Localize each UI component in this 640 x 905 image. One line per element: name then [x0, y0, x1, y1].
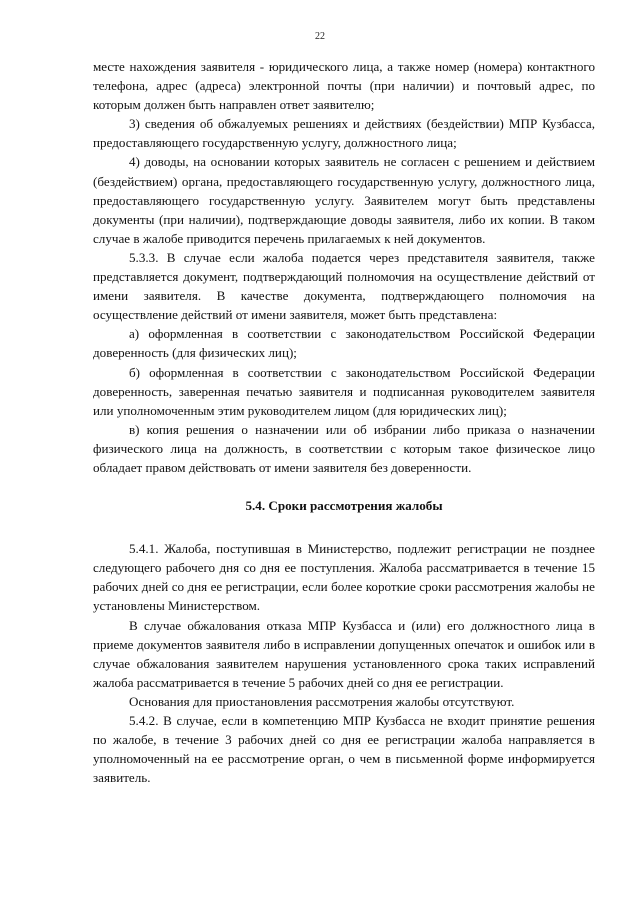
- paragraph-item-v: в) копия решения о назначении или об избрании либо приказа о назначении физического лица на должность, в соответствии с которым такое физическое лицо обладает правом действовать от имени заявителя без доверенности.: [93, 421, 595, 475]
- paragraph-item-4: 4) доводы, на основании которых заявитель не согласен с решением и действием (бездействием) органа, предоставляющего государственную услугу, должностного лица, предоставляющего государственную услугу. Заявителем могут быть представлены документы (при наличии), подтверждающие доводы заявителя, либо их копии. В таком случае в жалобе приводится перечень прилагаемых к ней документов.: [93, 154, 595, 246]
- paragraph-item-a: а) оформленная в соответствии с законодательством Российской Федерации доверенность (для физических лиц);: [93, 326, 595, 361]
- paragraph-appeal-refusal: В случае обжалования отказа МПР Кузбасса и (или) его должностного лица в приеме документов заявителя либо в исправлении допущенных опечаток и ошибок или в случае обжалования заявителем нарушения установленного срока таких исправлений жалоба рассматривается в течение 5 рабочих дней со дня ее регистрации.: [93, 617, 595, 690]
- paragraph-5-3-3: 5.3.3. В случае если жалоба подается через представителя заявителя, также представляется документ, подтверждающий полномочия на осуществление действий от имени заявителя. В качестве документа, подтверждающего полномочия на осуществление действий от имени заявителя, может быть представлена:: [93, 249, 595, 323]
- document-body: [93, 57, 595, 787]
- paragraph-address-info: месте нахождения заявителя - юридического лица, а также номер (номера) контактного телефона, адрес (адреса) электронной почты (при наличии) и почтовый адрес, по которым должен быть направлен ответ заявителю;: [93, 59, 595, 113]
- paragraph-5-4-1: 5.4.1. Жалоба, поступившая в Министерство, подлежит регистрации не позднее следующего рабочего дня со дня ее поступления. Жалоба рассматривается в течение 15 рабочих дней со дня ее регистрации, если более короткие сроки рассмотрения жалобы не установлены Министерством.: [93, 541, 595, 614]
- page-number: 22: [315, 31, 325, 42]
- paragraph-item-3: 3) сведения об обжалуемых решениях и действиях (бездействии) МПР Кузбасса, предоставляющего государственную услугу, должностного лица;: [93, 116, 595, 151]
- paragraph-5-4-2: 5.4.2. В случае, если в компетенцию МПР Кузбасса не входит принятие решения по жалобе, в течение 3 рабочих дней со дня ее регистрации жалоба направляется в уполномоченный на ее рассмотрение орган, о чем в письменной форме информируется заявитель.: [93, 713, 595, 786]
- paragraph-no-suspension: Основания для приостановления рассмотрения жалобы отсутствуют.: [129, 693, 515, 709]
- paragraph-item-b: б) оформленная в соответствии с законодательством Российской Федерации доверенность, заверенная печатью заявителя и подписанная руководителем заявителя или уполномоченным этим руководителем лицом (для юридических лиц);: [93, 364, 595, 418]
- section-heading: 5.4. Сроки рассмотрения жалобы: [245, 498, 443, 514]
